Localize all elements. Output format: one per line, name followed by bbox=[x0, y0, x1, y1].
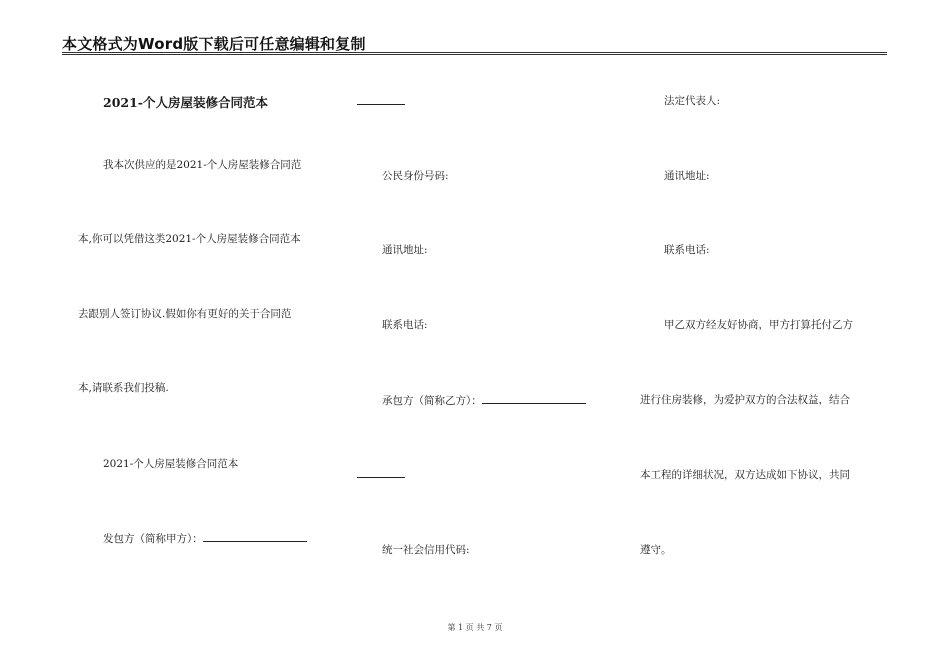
party-b-label: 承包方（简称乙方）： bbox=[382, 395, 482, 407]
party-b-field bbox=[382, 392, 586, 408]
document-header: 本文格式为Word版下载后可任意编辑和复制 bbox=[62, 35, 366, 53]
fill-blank-line bbox=[357, 104, 405, 105]
document-title: 2021-个人房屋装修合同范本 bbox=[103, 95, 268, 110]
agreement-line-2: 进行住房装修，为爱护双方的合法权益，结合 bbox=[640, 394, 850, 406]
intro-line-3: 去跟别人签订协议.假如你有更好的关于合同范 bbox=[78, 308, 292, 320]
page-number: 第 1 页 共 7 页 bbox=[447, 623, 503, 632]
address-label: 通讯地址: bbox=[664, 170, 710, 182]
address-label: 通讯地址: bbox=[382, 244, 428, 256]
phone-label: 联系电话: bbox=[664, 244, 710, 256]
credit-code-label: 统一社会信用代码: bbox=[382, 544, 470, 556]
contract-subtitle: 2021-个人房屋装修合同范本 bbox=[103, 458, 239, 470]
party-a-blank bbox=[203, 530, 307, 542]
phone-label: 联系电话: bbox=[382, 319, 428, 331]
intro-line-2: 本,你可以凭借这类2021-个人房屋装修合同范本 bbox=[78, 233, 301, 245]
party-a-field bbox=[103, 530, 307, 546]
fill-blank-line bbox=[357, 477, 405, 478]
intro-line-1: 我本次供应的是2021-个人房屋装修合同范 bbox=[103, 159, 302, 171]
agreement-line-1: 甲乙双方经友好协商，甲方打算托付乙方 bbox=[664, 319, 853, 331]
agreement-line-3: 本工程的详细状况，双方达成如下协议，共同 bbox=[640, 469, 850, 481]
header-divider bbox=[62, 52, 887, 55]
intro-line-4: 本,请联系我们投稿. bbox=[78, 382, 169, 394]
party-b-blank bbox=[482, 392, 586, 404]
party-a-label: 发包方（简称甲方）： bbox=[103, 533, 203, 545]
agreement-line-4: 遵守。 bbox=[640, 544, 672, 556]
id-number-label: 公民身份号码: bbox=[382, 170, 449, 182]
legal-rep-label: 法定代表人: bbox=[664, 95, 721, 107]
